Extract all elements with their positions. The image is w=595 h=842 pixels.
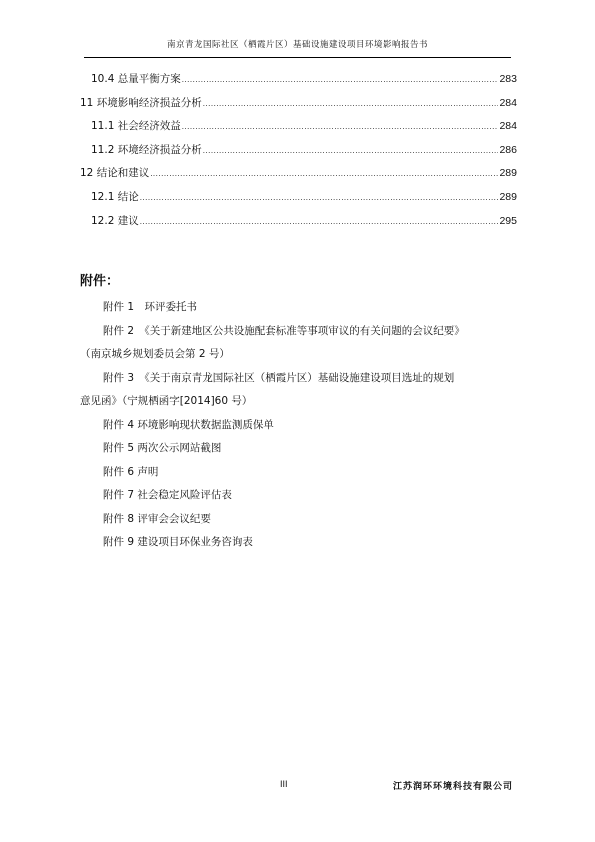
toc-entry-label: 10.4 总量平衡方案: [91, 73, 181, 85]
attachment-item: [80, 320, 517, 367]
toc-entry[interactable]: [80, 165, 517, 189]
toc-entry[interactable]: [80, 118, 517, 142]
toc-entry-label: 12 结论和建议: [80, 167, 150, 180]
toc-entry-page: 284: [499, 96, 517, 109]
toc-entry[interactable]: [80, 189, 517, 213]
toc-entry[interactable]: [80, 95, 517, 119]
toc-entry-label: 11 环境影响经济损益分析: [80, 96, 202, 109]
toc-entry-page: 289: [499, 190, 517, 203]
attachments-heading: 附件：: [80, 274, 120, 289]
attachment-item: [80, 367, 517, 414]
attachment-item: [80, 531, 517, 555]
attachment-text-continued: 意见函》（宁规栖函字[2014]60 号）: [80, 395, 253, 407]
toc-entry[interactable]: [80, 142, 517, 166]
toc-entry[interactable]: [80, 213, 517, 237]
attachment-text-continued: （南京城乡规划委员会第 2 号）: [80, 348, 230, 360]
toc-entry-page: 295: [499, 214, 517, 227]
attachment-text: 附件 3 《关于南京青龙国际社区（栖霞片区）基础设施建设项目选址的规划: [103, 371, 455, 384]
toc-leader-dots: [140, 193, 499, 202]
header-rule: [84, 57, 511, 58]
toc-entry-page: 286: [499, 143, 517, 156]
toc-entry-label: 12.1 结论: [91, 190, 139, 203]
attachment-item: [80, 508, 517, 532]
toc-entry-page: 283: [499, 73, 517, 85]
toc-leader-dots: [203, 146, 499, 155]
toc-entry-label: 11.2 环境经济损益分析: [91, 143, 202, 156]
attachment-text: 附件 7 社会稳定风险评估表: [103, 489, 232, 501]
attachment-text: 附件 8 评审会会议纪要: [103, 512, 211, 525]
toc-entry[interactable]: [80, 71, 517, 95]
running-header: 南京青龙国际社区（栖霞片区）基础设施建设项目环境影响报告书: [166, 40, 428, 50]
attachment-item: [80, 484, 517, 508]
toc-entry-label: 11.1 社会经济效益: [91, 120, 181, 133]
attachment-item: [80, 296, 517, 320]
toc-entry-page: 289: [499, 167, 517, 180]
attachment-text: 附件 1 环评委托书: [103, 301, 198, 313]
toc-entry-page: 284: [499, 120, 517, 133]
attachment-text: 附件 4 环境影响现状数据监测质保单: [103, 418, 274, 431]
attachment-text: 附件 9 建设项目环保业务咨询表: [103, 536, 253, 548]
attachment-text: 附件 6 声明: [103, 465, 159, 478]
toc-leader-dots: [150, 169, 498, 178]
toc-leader-dots: [203, 99, 499, 108]
toc-leader-dots: [182, 122, 499, 131]
attachment-item: [80, 437, 517, 461]
attachment-text: 附件 2 《关于新建地区公共设施配套标准等事项审议的有关问题的会议纪要》: [103, 324, 465, 337]
attachment-text: 附件 5 两次公示网站截图: [103, 442, 222, 454]
attachments-list: [80, 296, 517, 555]
attachment-item: [80, 461, 517, 485]
attachment-item: [80, 414, 517, 438]
toc-entry-label: 12.2 建议: [91, 214, 139, 227]
page-number: III: [280, 779, 288, 789]
company-name: 江苏润环环境科技有限公司: [392, 782, 513, 792]
toc-leader-dots: [182, 75, 499, 84]
toc-leader-dots: [140, 217, 499, 226]
table-of-contents: [80, 71, 517, 236]
